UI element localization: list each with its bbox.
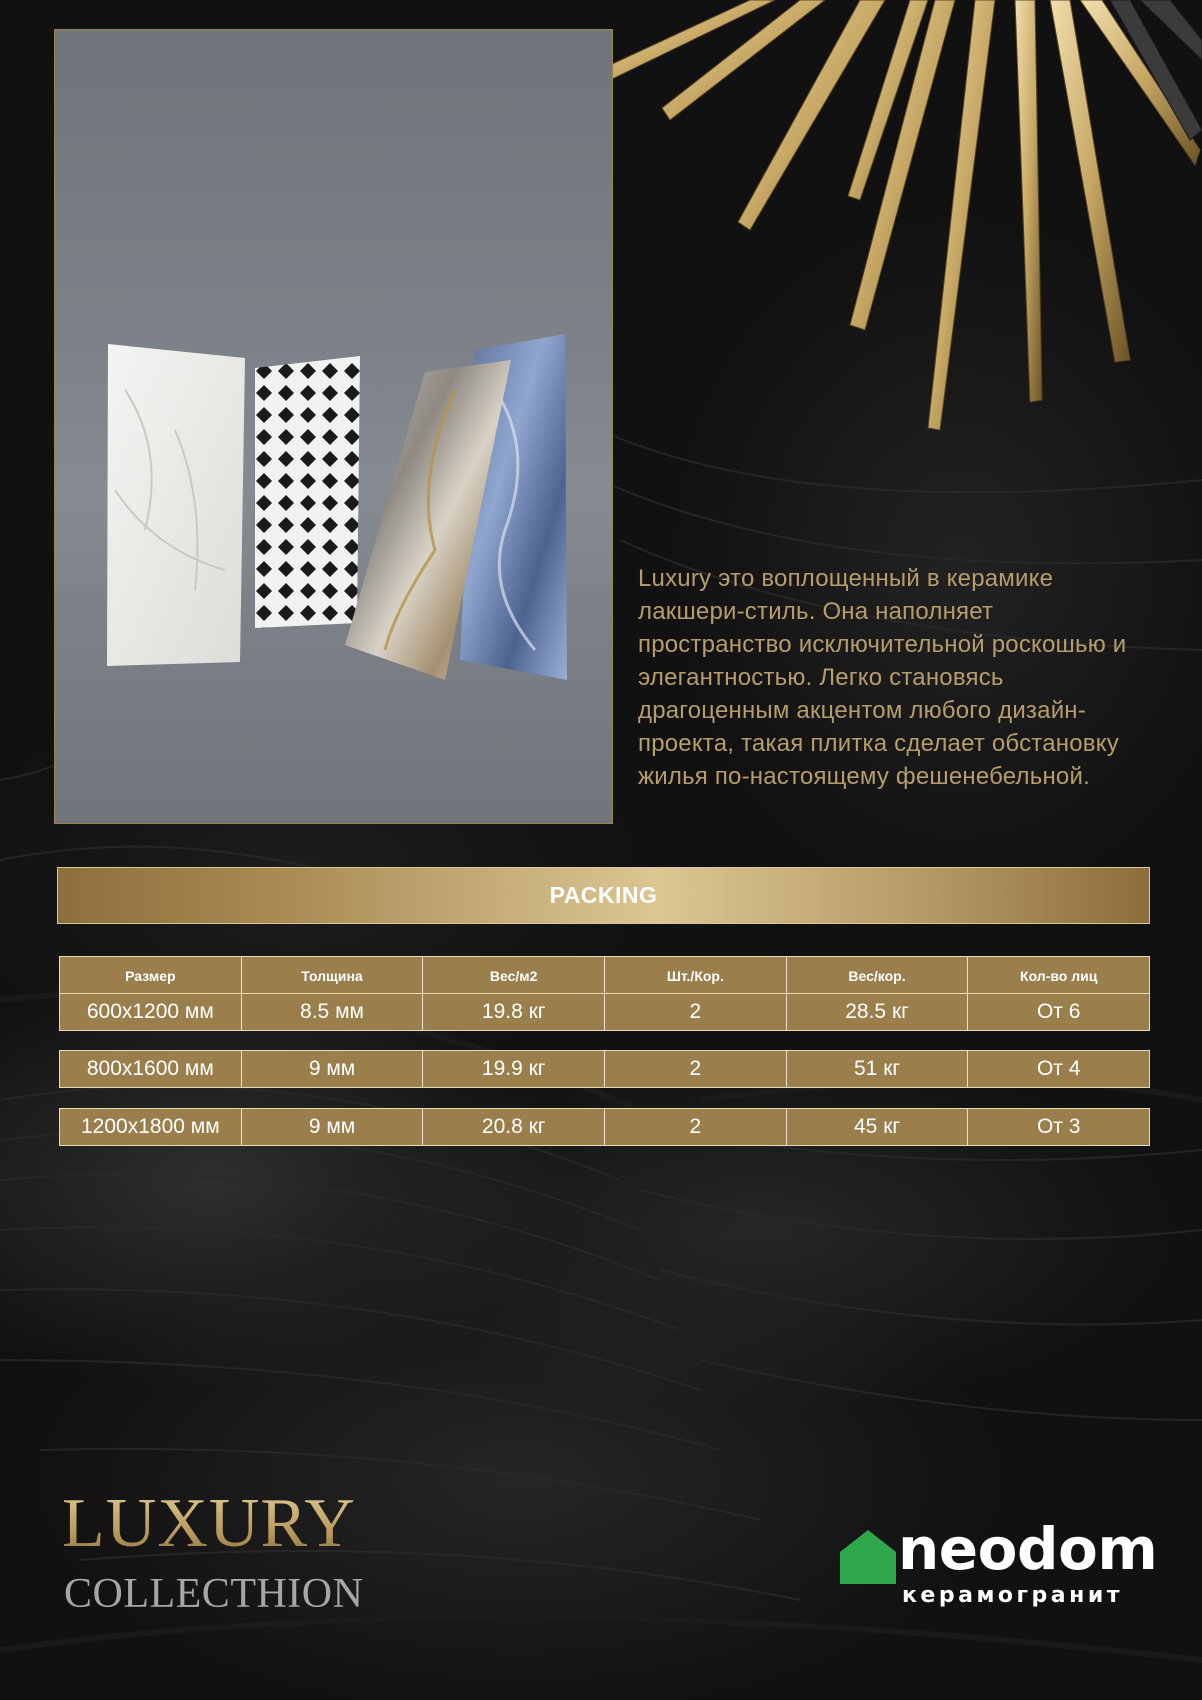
cell-weight-per-box: 45 кг <box>787 1109 969 1145</box>
cell-pieces-per-box: 2 <box>605 1051 787 1087</box>
header-faces-count: Кол-во лиц <box>1020 967 1098 984</box>
table-row <box>59 1108 1150 1146</box>
white-marble-tile <box>107 344 245 666</box>
cell-weight-per-box: 28.5 кг <box>787 994 969 1030</box>
cell-thickness: 8.5 мм <box>242 994 424 1030</box>
collection-subtitle: COLLECTHION <box>64 1571 364 1617</box>
cell-weight-per-m2: 19.8 кг <box>423 994 605 1030</box>
cell-pieces-per-box: 2 <box>605 994 787 1030</box>
cell-weight-per-box: 51 кг <box>787 1051 969 1087</box>
cell-size: 800x1600 мм <box>60 1051 242 1087</box>
cell-faces-count: От 6 <box>1036 1000 1081 1023</box>
header-weight-per-box: Вес/кор. <box>787 957 969 994</box>
packing-table-header <box>59 956 1150 994</box>
cell-faces-count: От 4 <box>1036 1057 1081 1080</box>
cell-size: 1200x1800 мм <box>60 1109 242 1145</box>
packing-title: PACKING <box>549 882 658 908</box>
hero-photo <box>54 29 613 824</box>
cell-size: 600x1200 мм <box>60 994 242 1030</box>
cell-pieces-per-box: 2 <box>605 1109 787 1145</box>
cell-weight-per-m2: 20.8 кг <box>423 1109 605 1145</box>
house-icon <box>840 1528 896 1584</box>
cell-thickness: 9 мм <box>242 1109 424 1145</box>
brand-name: neodom <box>898 1515 1158 1583</box>
cell-thickness: 9 мм <box>242 1051 424 1087</box>
packing-header <box>57 867 1150 924</box>
collection-description: Luxury это воплощенный в керамике лакшери-стиль. Она наполняет пространство исключительной роскошью и элегантностью. Легко становясь драгоценным акцентом любого дизайн-проекта, такая плитка сделает обстановку жилья по-настоящему фешенебельной. <box>638 565 1127 790</box>
black-white-pattern-tile <box>255 356 360 628</box>
table-row <box>59 1050 1150 1088</box>
cell-weight-per-m2: 19.9 кг <box>423 1051 605 1087</box>
header-weight-per-m2: Вес/м2 <box>423 957 605 994</box>
brand-tagline: керамогранит <box>902 1583 1123 1608</box>
collection-title: LUXURY <box>62 1485 356 1562</box>
table-row <box>59 993 1150 1031</box>
header-size: Размер <box>60 957 242 994</box>
cell-faces-count: От 3 <box>1036 1115 1081 1138</box>
golden-palm-leaves <box>610 0 1202 460</box>
header-pieces-per-box: Шт./Кор. <box>605 957 787 994</box>
header-thickness: Толщина <box>242 957 424 994</box>
neodom-logo <box>840 1515 1158 1615</box>
